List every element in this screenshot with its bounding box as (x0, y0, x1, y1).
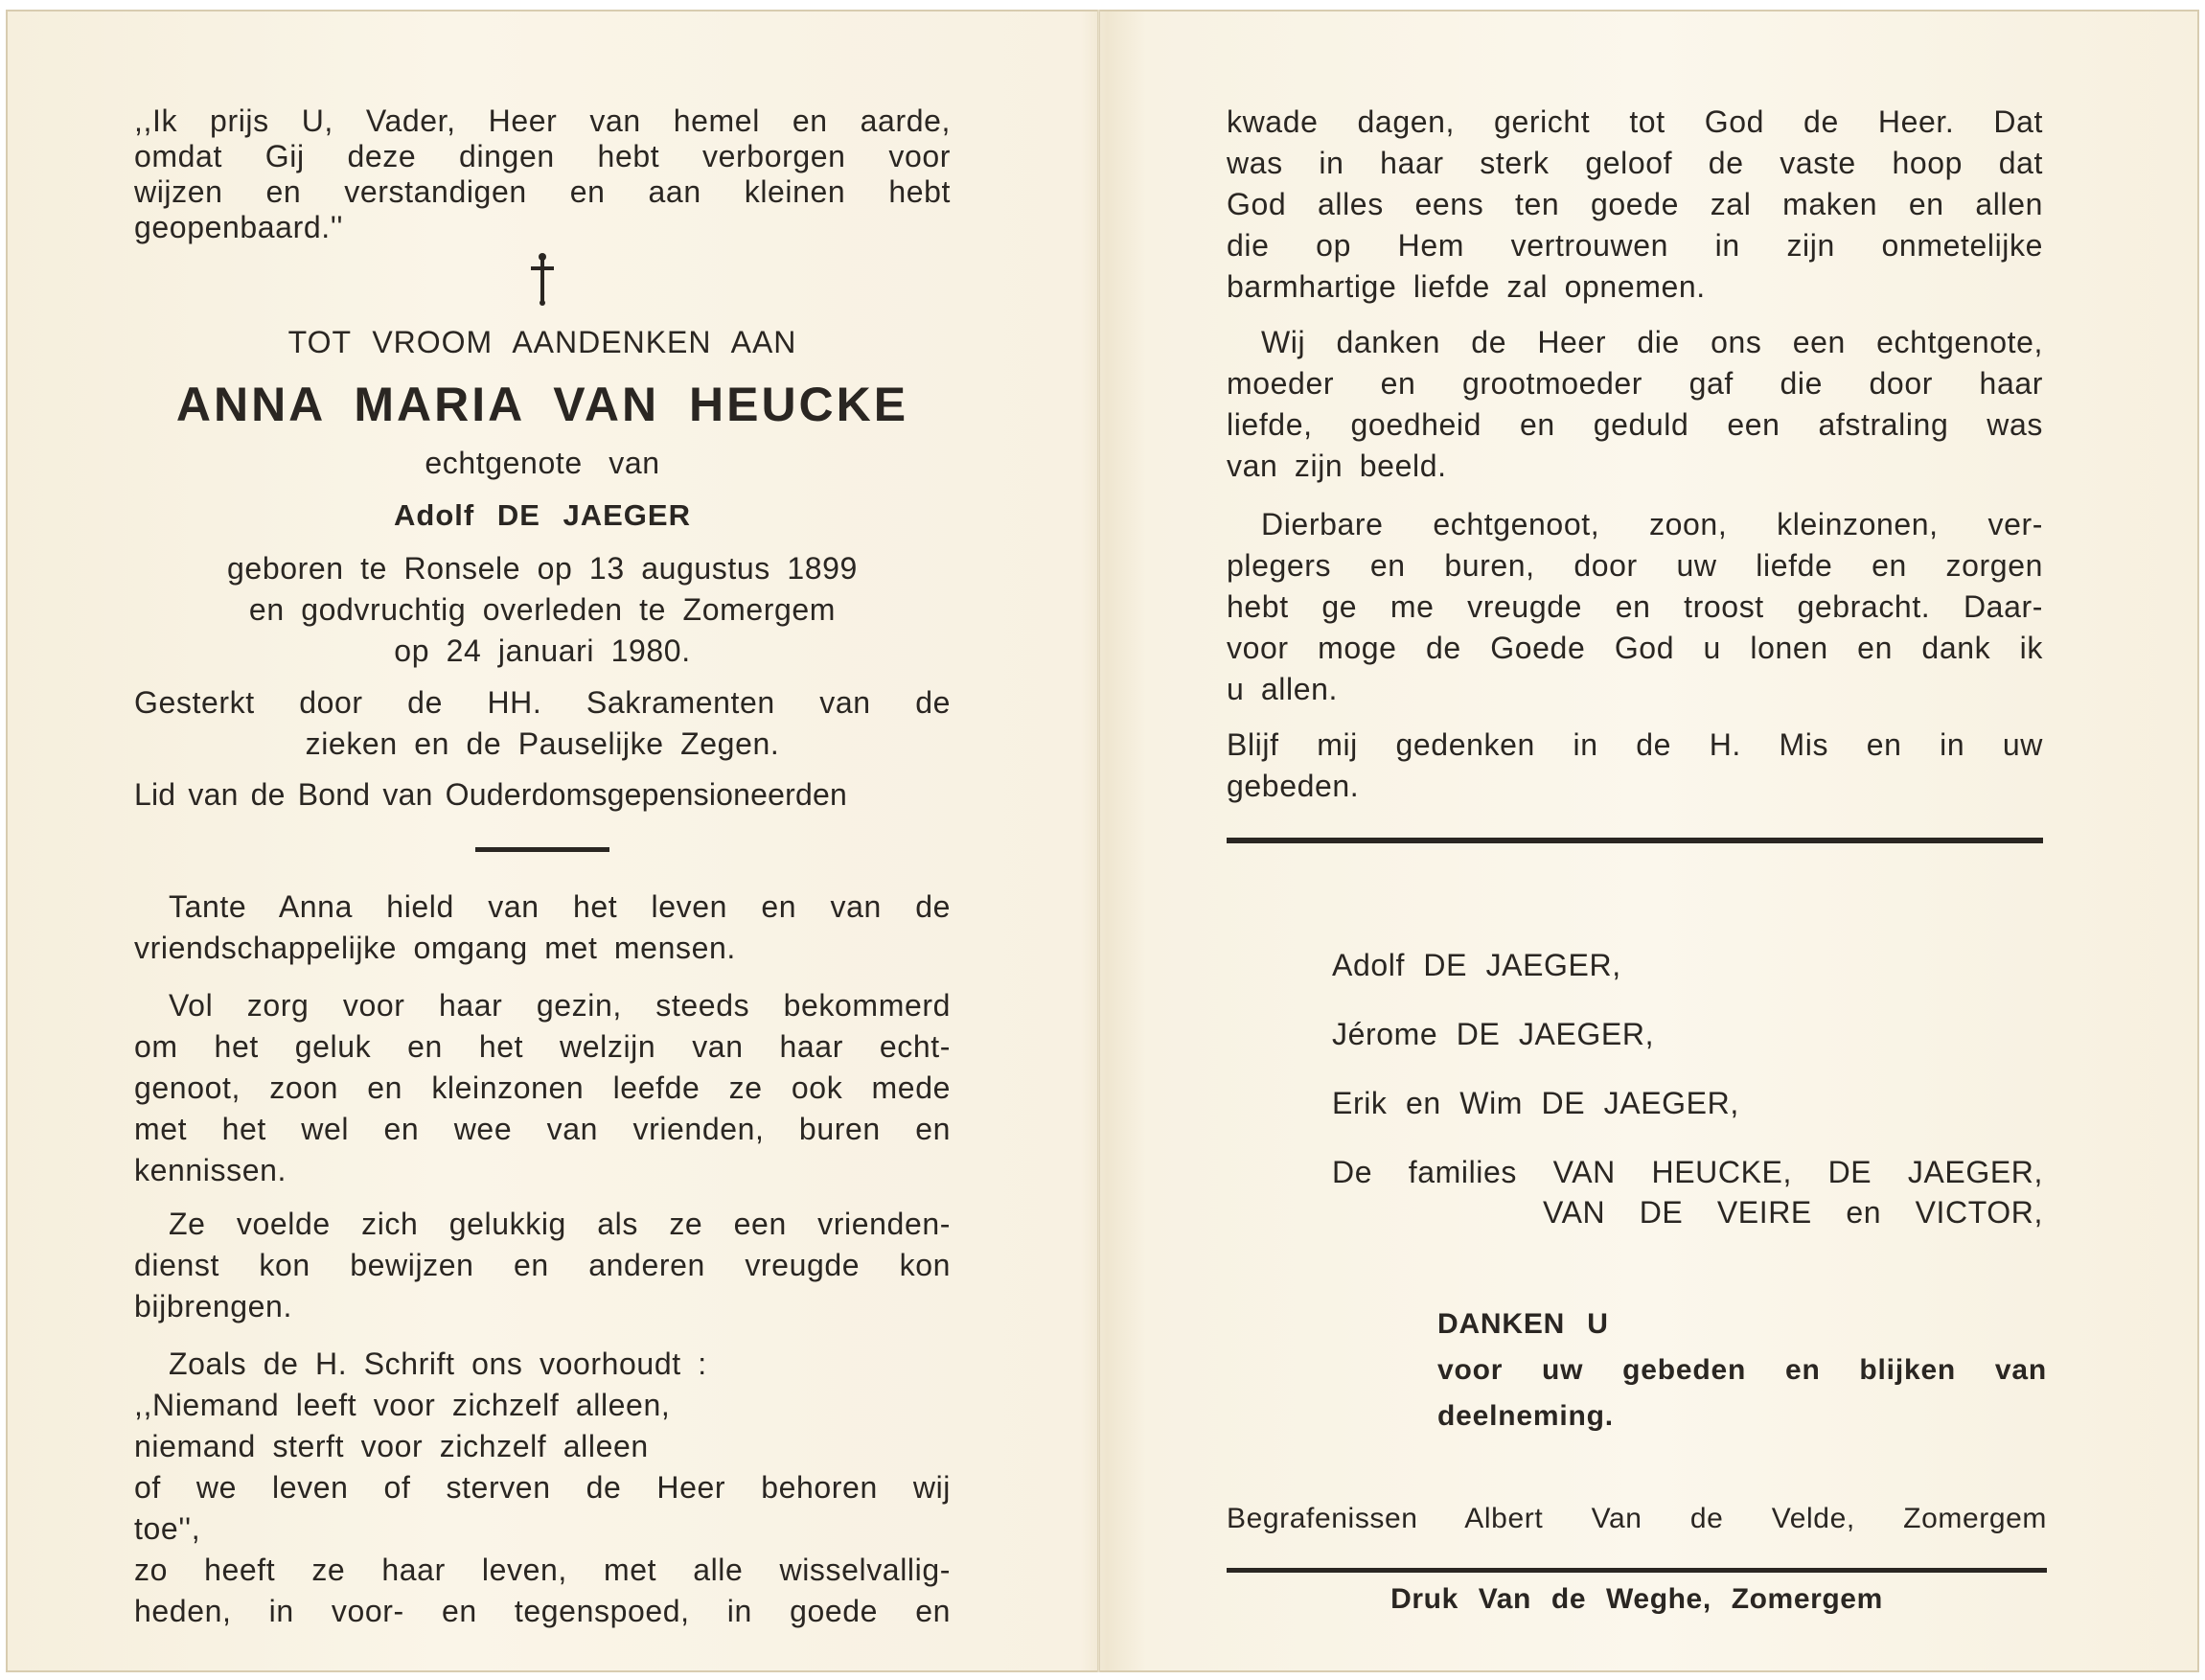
family-member: De families VAN HEUCKE, DE JAEGER, (1332, 1155, 2043, 1189)
text-line: die op Hem vertrouwen in zijn onmetelijke (1227, 228, 2043, 263)
birth-death (134, 548, 951, 672)
text-line: of we leven of sterven de Heer behoren wij (134, 1470, 951, 1505)
text-line: liefde, goedheid en geduld een afstraling was (1227, 407, 2043, 442)
sacraments (134, 682, 951, 765)
text-line: met het wel en wee van vrienden, buren en (134, 1112, 951, 1146)
text-line: kwade dagen, gericht tot God de Heer. Dat (1227, 104, 2043, 139)
sacraments-line: Gesterkt door de HH. Sakramenten van de (134, 685, 951, 720)
text-line: vriendschappelijke omgang met mensen. (134, 931, 736, 965)
text-line: voor moge de Goede God u lonen en dank ik (1227, 631, 2043, 665)
text-line: bijbrengen. (134, 1289, 292, 1323)
text-line: dienst kon bewijzen en anderen vreugde kon (134, 1248, 951, 1282)
text-line: niemand sterft voor zichzelf alleen (134, 1429, 649, 1463)
text-line: gebeden. (1227, 769, 1360, 803)
thanks-heading: DANKEN U (1437, 1308, 1609, 1340)
paragraph-schrift (134, 1344, 951, 1632)
spouse-intro: echtgenote van (425, 446, 660, 480)
paragraph-tante-anna (134, 886, 951, 969)
text-line: van zijn beeld. (1227, 449, 1447, 483)
printer: Druk Van de Weghe, Zomergem (1390, 1583, 1883, 1615)
paragraph-kwade-dagen (1227, 102, 2043, 308)
thanks-line: deelneming. (1437, 1400, 1614, 1432)
bible-quote (134, 104, 951, 245)
paragraph-blijf (1227, 725, 2043, 807)
funeral-home: Begrafenissen Albert Van de Velde, Zomergem (1227, 1503, 2047, 1534)
thanks-line: voor uw gebeden en blijken van (1437, 1354, 2047, 1386)
quote-line: omdat Gij deze dingen hebt verborgen voor (134, 139, 951, 173)
quote-line: geopenbaard.'' (134, 210, 344, 244)
text-line: God alles eens ten goede zal maken en allen (1227, 187, 2043, 221)
text-line: Zoals de H. Schrift ons voorhoudt : (169, 1346, 707, 1381)
family-member: Adolf DE JAEGER, (1332, 948, 1621, 982)
birth-line: geboren te Ronsele op 13 augustus 1899 (227, 551, 858, 586)
quote-line: wijzen en verstandigen en aan kleinen hebt (134, 174, 951, 209)
text-line: Dierbare echtgenoot, zoon, kleinzonen, ver- (1261, 507, 2043, 541)
text-line: was in haar sterk geloof de vaste hoop dat (1227, 146, 2043, 180)
paragraph-vriendendienst (134, 1204, 951, 1327)
paragraph-zorg (134, 985, 951, 1191)
text-line: zo heeft ze haar leven, met alle wisselvallig- (134, 1553, 951, 1587)
text-line: plegers en buren, door uw liefde en zorgen (1227, 548, 2043, 583)
text-line: ,,Niemand leeft voor zichzelf alleen, (134, 1388, 671, 1422)
family-member: Jérome DE JAEGER, (1332, 1017, 1655, 1051)
memorial-heading: TOT VROOM AANDENKEN AAN (287, 325, 797, 359)
family-member: Erik en Wim DE JAEGER, (1332, 1086, 1739, 1120)
separator-rule (1227, 838, 2043, 843)
death-date-line: op 24 januari 1980. (394, 633, 691, 668)
text-line: heden, in voor- en tegenspoed, in goede en (134, 1594, 951, 1628)
text-line: Blijf mij gedenken in de H. Mis en in uw (1227, 727, 2043, 762)
paragraph-wij-danken (1227, 322, 2043, 487)
text-line: Ze voelde zich gelukkig als ze een vrienden- (169, 1207, 951, 1241)
text-line: Tante Anna hield van het leven en van de (169, 889, 951, 924)
separator-rule (475, 847, 609, 852)
cross-icon (134, 251, 951, 317)
death-line: en godvruchtig overleden te Zomergem (248, 592, 837, 627)
deceased-name: ANNA MARIA VAN HEUCKE (175, 378, 909, 431)
text-line: Vol zorg voor haar gezin, steeds bekommerd (169, 988, 951, 1023)
text-line: moeder en grootmoeder gaf die door haar (1227, 366, 2043, 401)
text-line: u allen. (1227, 672, 1338, 706)
family-member: VAN DE VEIRE en VICTOR, (1543, 1195, 2043, 1230)
card-fold (1097, 10, 1100, 1672)
text-line: genoot, zoon en kleinzonen leefde ze ook mede (134, 1070, 951, 1105)
text-line: barmhartige liefde zal opnemen. (1227, 269, 1706, 304)
text-line: hebt ge me vreugde en troost gebracht. Daar- (1227, 589, 2043, 624)
text-line: toe'', (134, 1511, 201, 1546)
paragraph-dierbare (1227, 504, 2043, 710)
membership: Lid van de Bond van Ouderdomsgepensioneerden (134, 777, 847, 812)
text-line: om het geluk en het welzijn van haar echt- (134, 1029, 951, 1064)
quote-line: ,,Ik prijs U, Vader, Heer van hemel en aarde, (134, 104, 951, 138)
sacraments-line: zieken en de Pauselijke Zegen. (305, 726, 780, 761)
spouse-name: Adolf DE JAEGER (394, 498, 691, 532)
footer-rule (1227, 1568, 2047, 1573)
text-line: Wij danken de Heer die ons een echtgenote, (1261, 325, 2043, 359)
text-line: kennissen. (134, 1153, 287, 1187)
